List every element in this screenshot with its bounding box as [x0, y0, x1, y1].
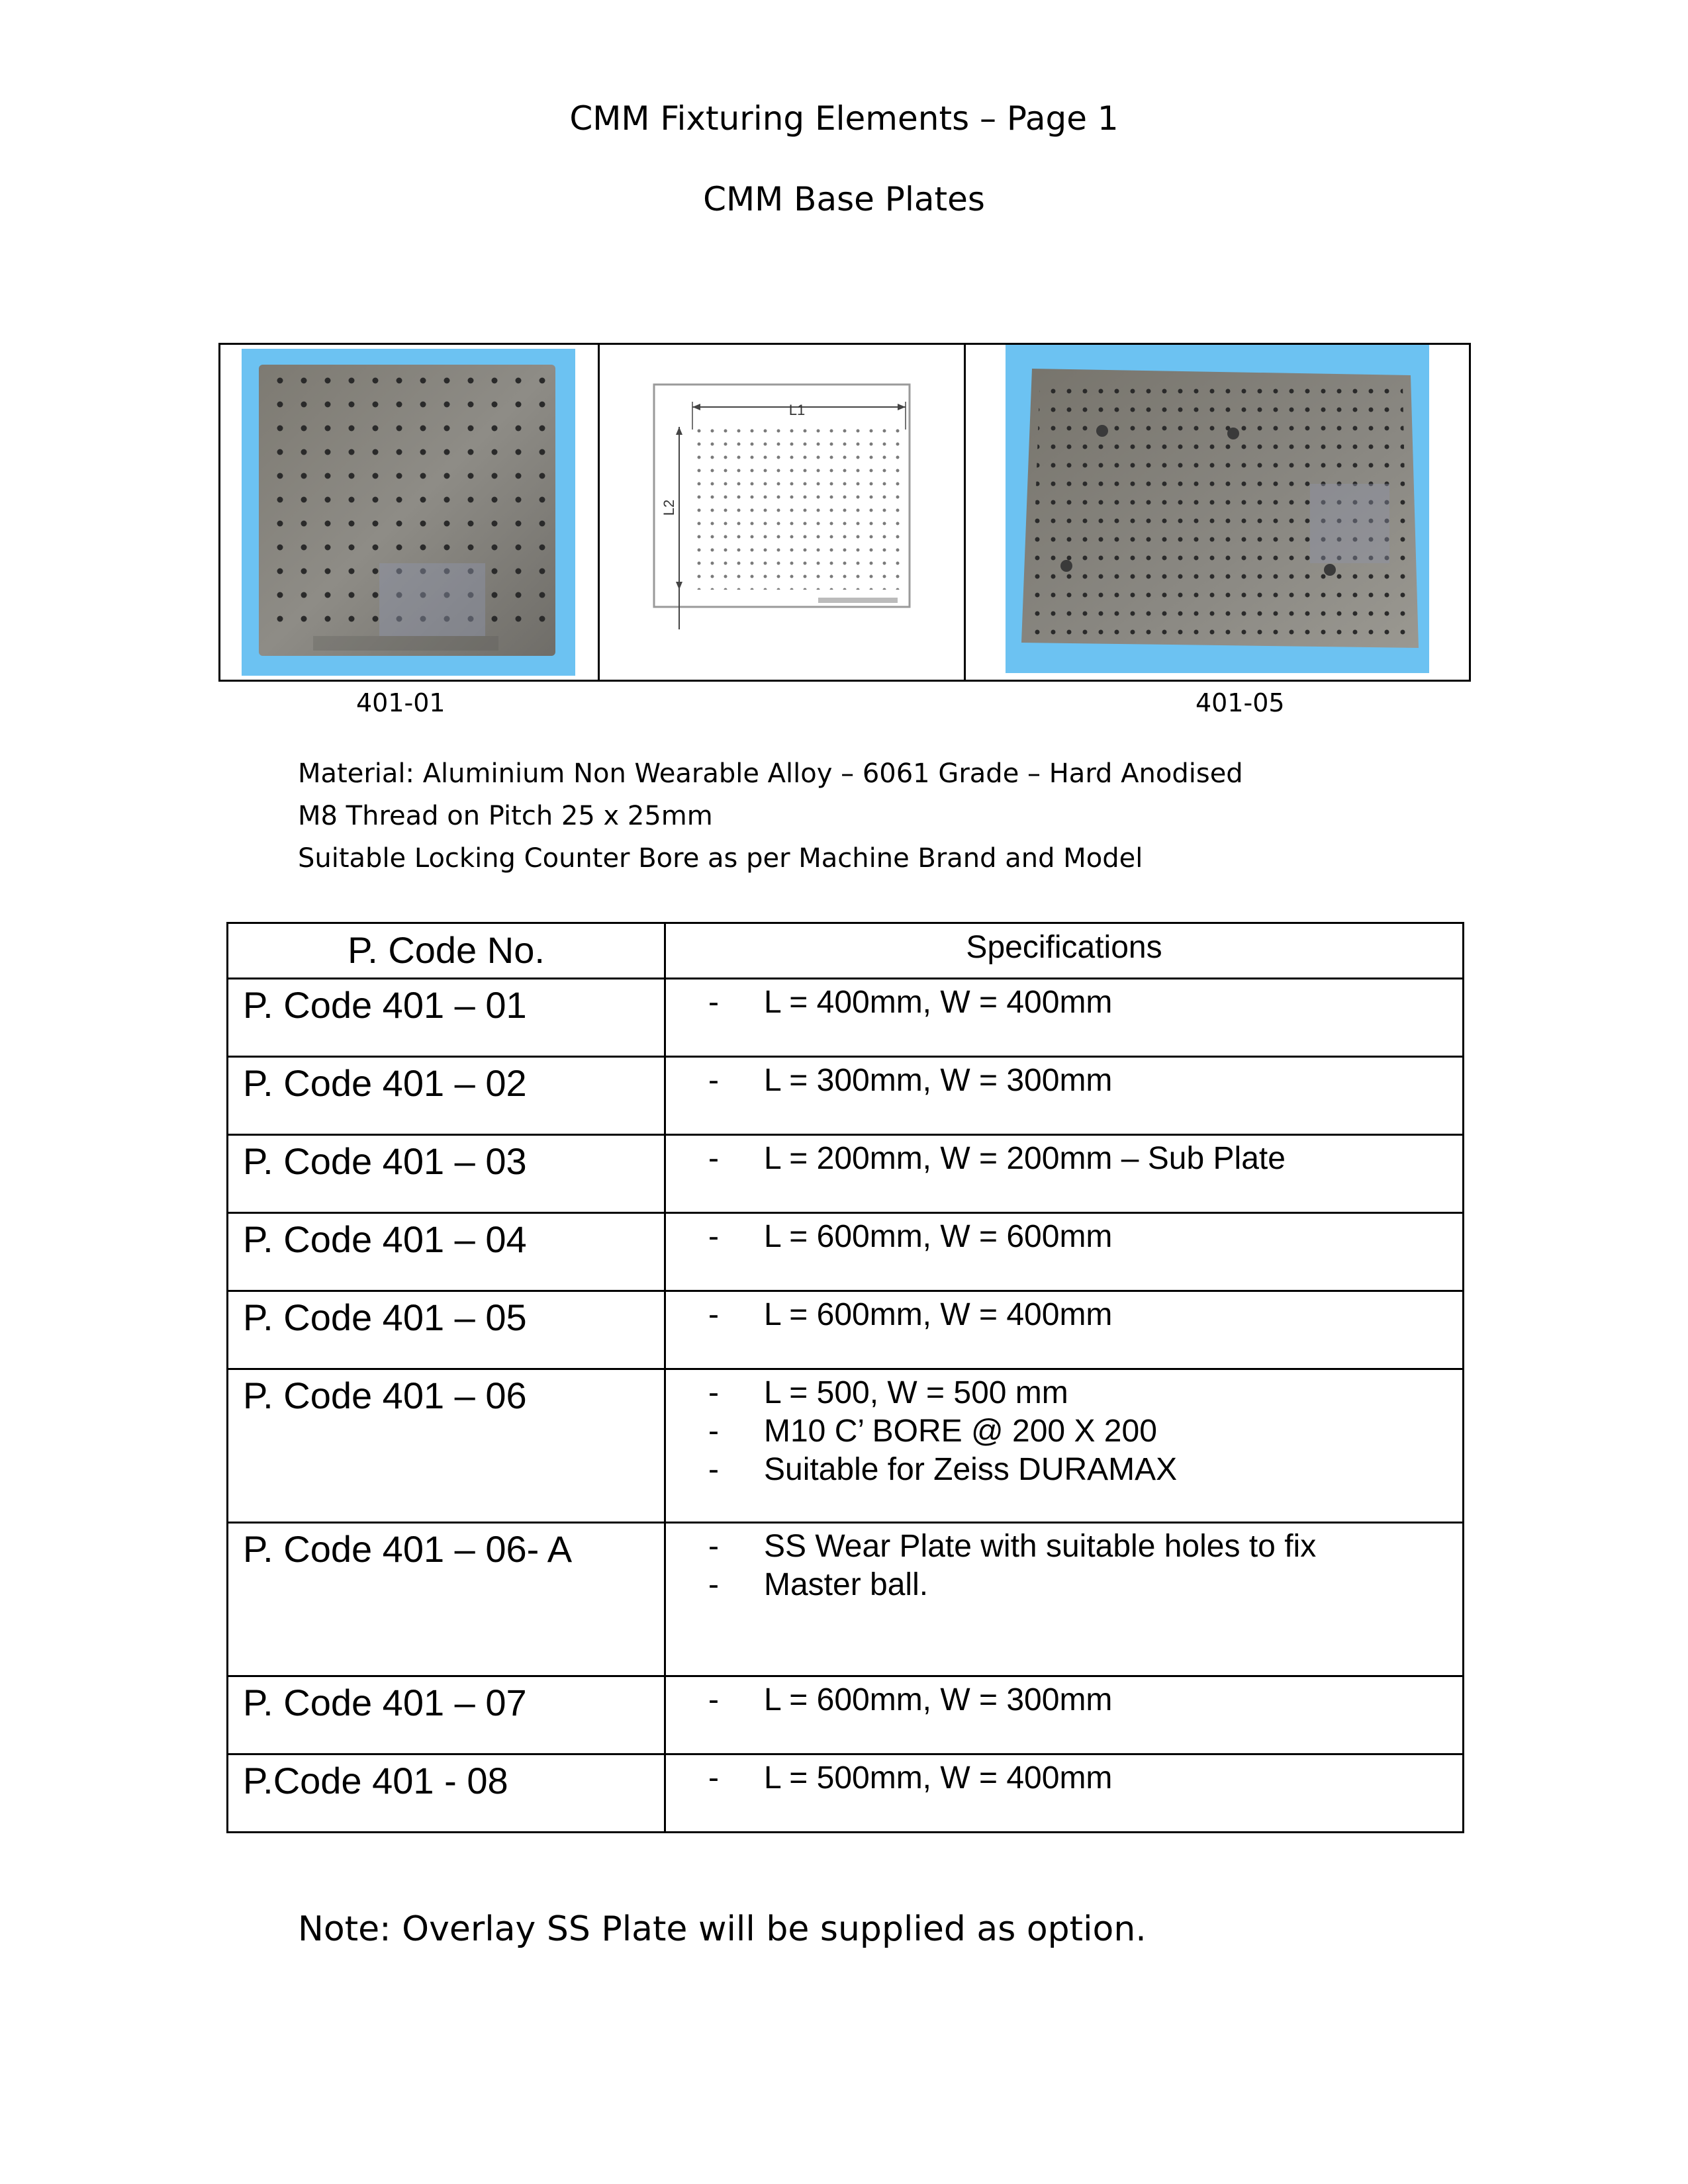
drawing-label-l1: L1 — [788, 402, 806, 418]
page-subtitle: CMM Base Plates — [703, 180, 985, 218]
spec-table-header-row — [228, 923, 1464, 979]
bullet-dash: - — [708, 985, 719, 1020]
spec-line — [666, 1218, 1462, 1256]
table-row — [228, 979, 1464, 1057]
header-code: P. Code No. — [228, 923, 665, 979]
table-row — [228, 1135, 1464, 1213]
spec-line — [666, 1296, 1462, 1334]
specifications-cell — [665, 979, 1464, 1057]
product-code-cell: P. Code 401 – 05 — [228, 1291, 665, 1369]
spec-text: L = 400mm, W = 400mm — [764, 985, 1113, 1020]
bullet-dash: - — [708, 1567, 719, 1602]
page-title: CMM Fixturing Elements – Page 1 — [569, 99, 1119, 138]
table-row — [228, 1676, 1464, 1754]
image-cell-left — [220, 345, 598, 680]
product-code-cell: P. Code 401 – 07 — [228, 1676, 665, 1754]
spec-line — [666, 1566, 1462, 1604]
image-cell-middle — [598, 345, 966, 680]
spec-text: SS Wear Plate with suitable holes to fix — [764, 1529, 1317, 1564]
bullet-dash: - — [708, 1063, 719, 1098]
spec-line — [666, 1681, 1462, 1719]
spec-text: L = 200mm, W = 200mm – Sub Plate — [764, 1141, 1286, 1176]
spec-text: Master ball. — [764, 1567, 929, 1602]
table-row — [228, 1291, 1464, 1369]
bullet-dash: - — [708, 1760, 719, 1796]
spec-line — [666, 983, 1462, 1022]
table-row — [228, 1754, 1464, 1833]
specifications-cell — [665, 1213, 1464, 1291]
specifications-cell — [665, 1291, 1464, 1369]
bullet-dash: - — [708, 1414, 719, 1449]
spec-text: L = 300mm, W = 300mm — [764, 1063, 1113, 1098]
spec-text: L = 600mm, W = 600mm — [764, 1219, 1113, 1254]
bullet-dash: - — [708, 1529, 719, 1564]
note-text: Note: Overlay SS Plate will be supplied as option. — [298, 1909, 1147, 1949]
table-row — [228, 1369, 1464, 1523]
image-cell-right — [966, 345, 1469, 680]
table-row — [228, 1213, 1464, 1291]
specifications-cell — [665, 1369, 1464, 1523]
product-code-cell: P. Code 401 – 06- A — [228, 1523, 665, 1676]
caption-401-05: 401-05 — [1196, 688, 1285, 717]
product-code-cell: P. Code 401 – 04 — [228, 1213, 665, 1291]
product-code-cell: P. Code 401 – 01 — [228, 979, 665, 1057]
table-row — [228, 1057, 1464, 1135]
product-code-cell: P. Code 401 – 03 — [228, 1135, 665, 1213]
product-code-cell: P. Code 401 – 06 — [228, 1369, 665, 1523]
base-plate-drawing — [600, 345, 964, 680]
spec-text: L = 600mm, W = 400mm — [764, 1297, 1113, 1332]
thread-line: M8 Thread on Pitch 25 x 25mm — [298, 801, 713, 831]
spec-line — [666, 1140, 1462, 1178]
product-code-cell: P.Code 401 - 08 — [228, 1754, 665, 1833]
spec-text: Suitable for Zeiss DURAMAX — [764, 1452, 1178, 1487]
table-row — [228, 1523, 1464, 1676]
bullet-dash: - — [708, 1375, 719, 1410]
spec-text: L = 600mm, W = 300mm — [764, 1682, 1113, 1717]
spec-line — [666, 1412, 1462, 1451]
image-table — [218, 343, 1471, 682]
header-specifications: Specifications — [665, 923, 1464, 979]
spec-text: L = 500, W = 500 mm — [764, 1375, 1068, 1410]
spec-table — [226, 922, 1464, 1833]
specifications-cell — [665, 1523, 1464, 1676]
spec-line — [666, 1527, 1462, 1566]
spec-text: M10 C’ BORE @ 200 X 200 — [764, 1414, 1157, 1449]
counter-bore-line: Suitable Locking Counter Bore as per Machine Brand and Model — [298, 843, 1143, 874]
drawing-label-l2: L2 — [661, 499, 677, 516]
caption-401-01: 401-01 — [356, 688, 445, 717]
specifications-cell — [665, 1057, 1464, 1135]
spec-line — [666, 1451, 1462, 1489]
material-line: Material: Aluminium Non Wearable Alloy – 6061 Grade – Hard Anodised — [298, 758, 1243, 789]
base-plate-photo-401-05 — [966, 345, 1469, 680]
product-code-cell: P. Code 401 – 02 — [228, 1057, 665, 1135]
spec-line — [666, 1062, 1462, 1100]
spec-text: L = 500mm, W = 400mm — [764, 1760, 1113, 1796]
bullet-dash: - — [708, 1297, 719, 1332]
spec-line — [666, 1759, 1462, 1797]
bullet-dash: - — [708, 1219, 719, 1254]
spec-line — [666, 1374, 1462, 1412]
bullet-dash: - — [708, 1141, 719, 1176]
specifications-cell — [665, 1676, 1464, 1754]
bullet-dash: - — [708, 1682, 719, 1717]
bullet-dash: - — [708, 1452, 719, 1487]
specifications-cell — [665, 1135, 1464, 1213]
specifications-cell — [665, 1754, 1464, 1833]
base-plate-photo-401-01 — [220, 345, 598, 680]
